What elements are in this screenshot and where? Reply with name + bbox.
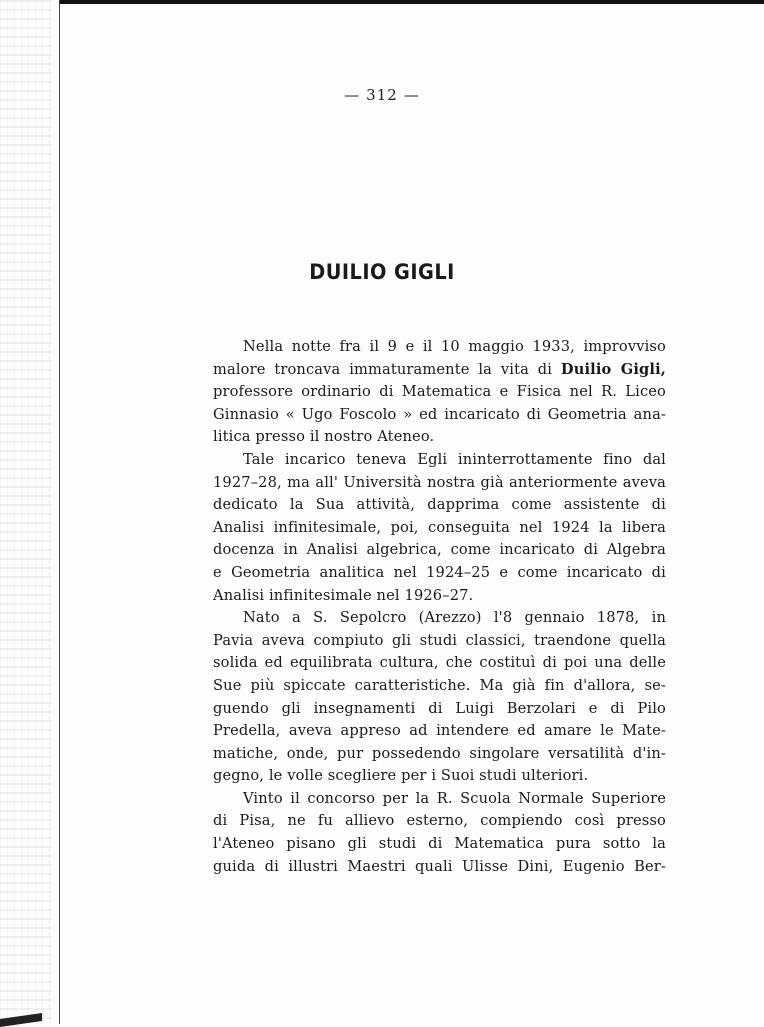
paragraph-2-line-1: Tale incarico teneva Egli ininterrottamente fino dal (243, 450, 666, 468)
paragraph-2-line-3: dedicato la Sua attività, dapprima come assistente di (213, 496, 666, 514)
article-body (213, 336, 666, 878)
paragraph-2-line-7: Analisi infinitesimale nel 1926–27. (213, 586, 474, 604)
page-number-dash-left: — (344, 86, 361, 104)
paragraph-4-line-4: guida di illustri Maestri quali Ulisse Dini, Eugenio Ber- (213, 857, 666, 875)
paragraph-1-line-1: Nella notte fra il 9 e il 10 maggio 1933, improvviso (243, 338, 666, 355)
paragraph-2-line-6: e Geometria analitica nel 1924–25 e come incaricato di (213, 563, 666, 581)
page-number-value: 312 (366, 86, 398, 104)
paragraph-3-line-2: Pavia aveva compiuto gli studi classici, traendone quella (213, 631, 666, 649)
paragraph-1-line-3: professore ordinario di Matematica e Fisica nel R. Liceo (213, 383, 666, 401)
paragraph-4-line-3: l'Ateneo pisano gli studi di Matematica pura sotto la (213, 835, 666, 853)
paragraph-3-line-6: Predella, aveva appreso ad intendere ed amare le Mate- (213, 722, 666, 740)
page-binding-edge (59, 0, 60, 1024)
scan-margin-noise (0, 0, 52, 1024)
paragraph-4-line-1: Vinto il concorso per la R. Scuola Normale Superiore (243, 789, 666, 807)
paragraph-1-line-2 (213, 359, 666, 382)
page-number-dash-right: — (403, 86, 420, 104)
paragraph-3-line-3: solida ed equilibrata cultura, che costituì di poi una delle (213, 654, 666, 672)
paragraph-2-line-2: 1927–28, ma all' Università nostra già anteriormente aveva (213, 473, 666, 491)
paragraph-3-line-7: matiche, onde, pur possedendo singolare versatilità d'in- (213, 744, 666, 762)
paragraph-1-line-2-text: malore troncava immaturamente la vita di (213, 360, 561, 378)
paragraph-3-line-8: gegno, le volle scegliere per i Suoi studi ulteriori. (213, 767, 589, 785)
paragraph-2-line-5: docenza in Analisi algebrica, come incaricato di Algebra (213, 541, 666, 559)
article-title: DUILIO GIGLI (309, 260, 455, 284)
paragraph-1-line-4: Ginnasio « Ugo Foscolo » ed incaricato di Geometria ana- (213, 405, 666, 423)
paragraph-1-line-5: litica presso il nostro Ateneo. (213, 428, 435, 446)
paragraph-2-line-4: Analisi infinitesimale, poi, conseguita nel 1924 la libera (213, 518, 666, 536)
page-number (0, 86, 764, 104)
paragraph-3-line-5: guendo gli insegnamenti di Luigi Berzolari e di Pilo (213, 699, 666, 717)
paragraph-3-line-1: Nato a S. Sepolcro (Arezzo) l'8 gennaio 1878, in (243, 609, 666, 627)
paragraph-4-line-2: di Pisa, ne fu allievo esterno, compiendo così presso (213, 812, 666, 830)
person-name-bold: Duilio Gigli, (560, 360, 666, 378)
paragraph-3-line-4: Sue più spiccate caratteristiche. Ma già fin d'allora, se- (213, 676, 666, 694)
scan-top-border (60, 0, 764, 4)
